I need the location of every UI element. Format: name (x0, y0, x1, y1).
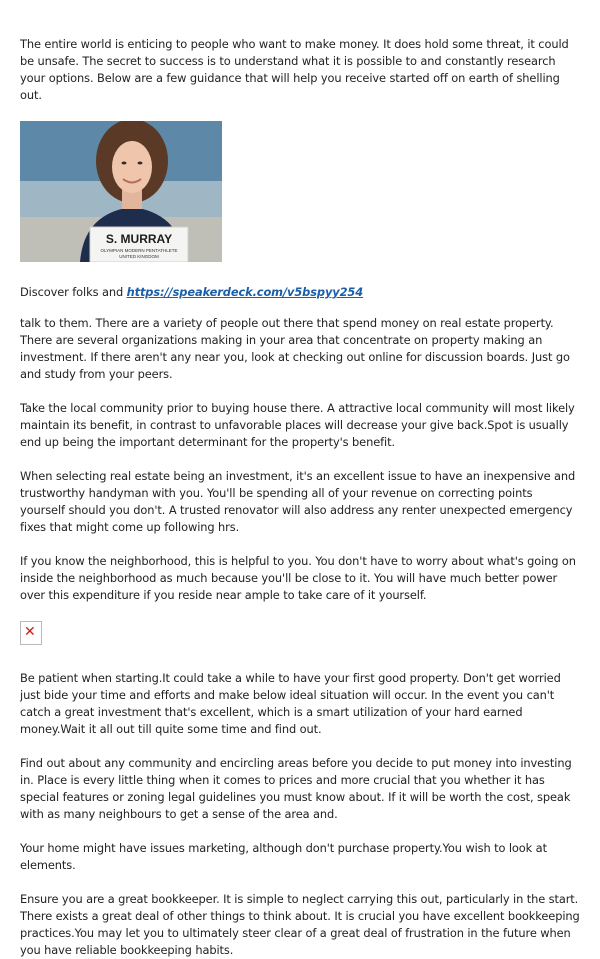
speakerdeck-link[interactable]: https://speakerdeck.com/v5bspyy254 (126, 285, 364, 299)
paragraph-patience: Be patient when starting.It could take a while to have your first good property. Don't get worried just bide your time and efforts and make below ideal situation will occur. In the event you can't catch a great investment that's excellent, which is a smart utilization of your hard earned money.Wait it all out till quite some time and find out. (20, 671, 561, 736)
intro-paragraph: The entire world is enticing to people who want to make money. It does hold some threat, it could be unsafe. The secret to success is to understand what it is possible to and constantly research your options. Below are a few guidance that will help you receive started off on earth of shelling out. (20, 37, 569, 102)
discover-line (20, 284, 580, 301)
paragraph-research: Find out about any community and encircling areas before you decide to put money into investing in. Place is every little thing when it comes to prices and more crucial that you whether it has special features or zoning legal guidelines you must know about. If it will be worth the cost, speak with as many neighbours to get a sense of the area and. (20, 756, 572, 821)
nameplate-country: UNITED KINGDOM (119, 254, 159, 259)
paragraph-neighborhood: If you know the neighborhood, this is helpful to you. You don't have to worry about what's going on inside the neighborhood as much because you'll be close to it. You will have much better power over this expenditure if you reside near ample to take care of it yourself. (20, 554, 576, 602)
broken-image-icon: ✕ (20, 621, 42, 645)
paragraph-handyman: When selecting real estate being an investment, it's an excellent issue to have an inexpensive and trustworthy handyman with you. You'll be spending all of your revenue on correcting points yourself should you don't. A trusted renovator will also address any renter unexpected emergency fixes that might come up following hrs. (20, 469, 576, 534)
nameplate-name: S. MURRAY (105, 232, 173, 246)
paragraph-talk: talk to them. There are a variety of people out there that spend money on real estate property. There are several organizations making in your area that concentrate on property making an investment. If there aren't any near you, look at checking out online for discussion boards. Just go and study from your peers. (20, 316, 570, 381)
nameplate-title: OLYMPIAN MODERN PENTATHLETE (100, 248, 178, 253)
paragraph-marketing: Your home might have issues marketing, although don't purchase property.You wish to look at elements. (20, 841, 547, 872)
paragraph-bookkeeping: Ensure you are a great bookkeeper. It is simple to neglect carrying this out, particularly in the start. There exists a great deal of other things to think about. It is crucial you have excellent bookkeeping practices.You may let you to ultimately steer clear of a great deal of frustration in the future when you have reliable bookkeeping habits. (20, 892, 580, 957)
discover-prefix: Discover folks and (20, 285, 127, 299)
speaker-photo (20, 121, 222, 262)
paragraph-community: Take the local community prior to buying house there. A attractive local community will most likely maintain its benefit, in contrast to unfavorable places will decrease your give back.Spot is usually end up being the important determinant for the property's benefit. (20, 401, 575, 449)
